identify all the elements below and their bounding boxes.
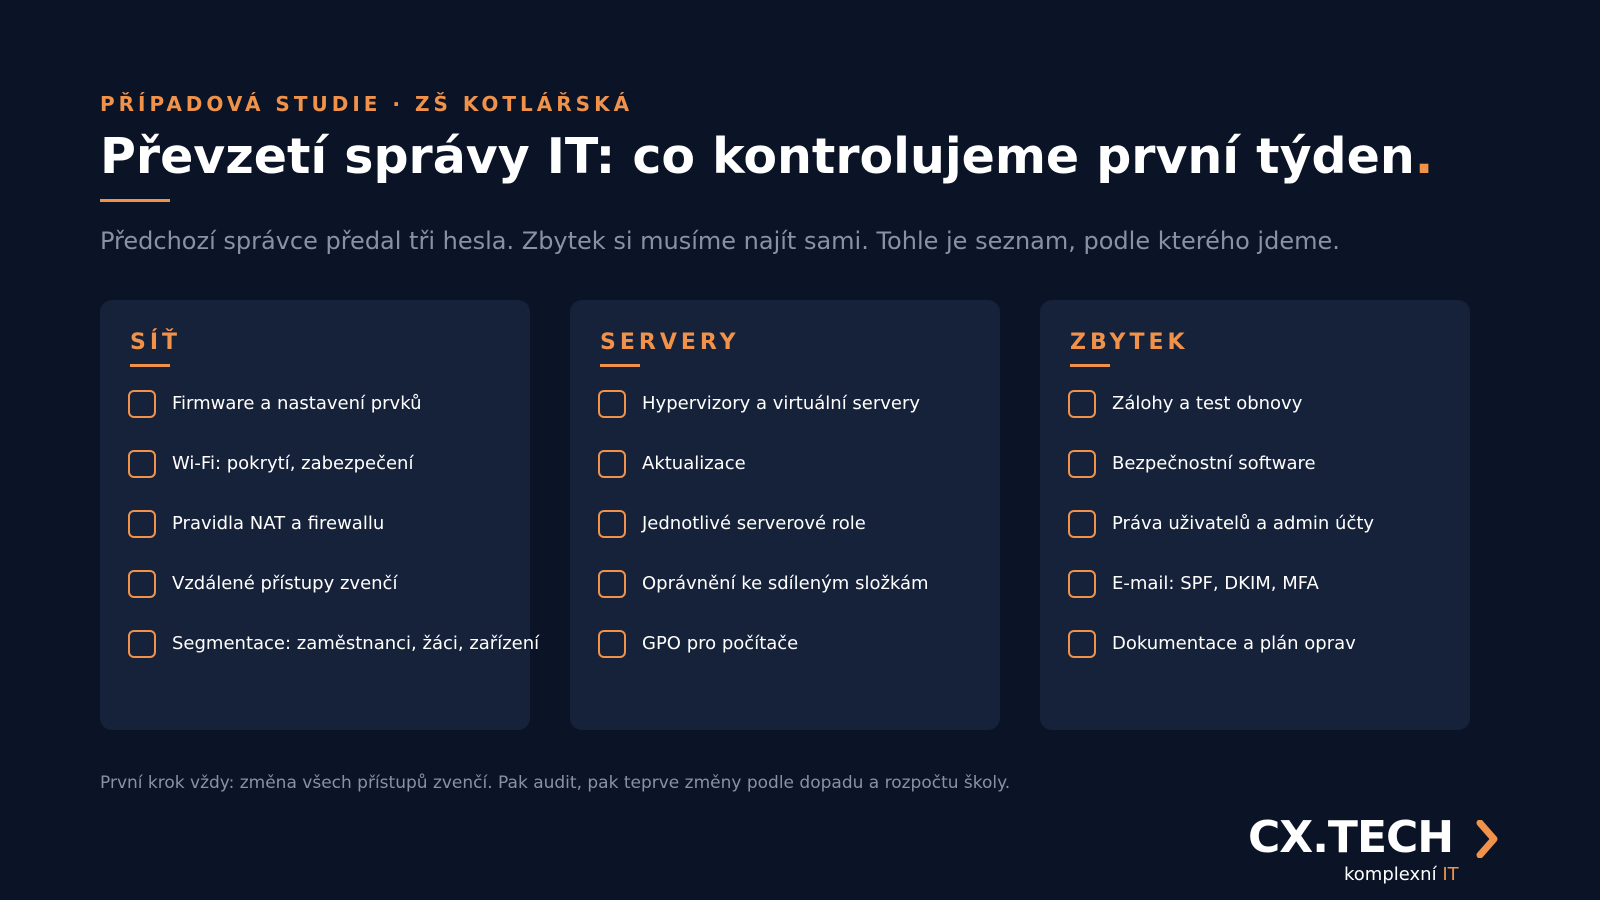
checkbox[interactable]: [1068, 570, 1096, 598]
eyebrow: PŘÍPADOVÁ STUDIE · ZŠ KOTLÁŘSKÁ: [100, 92, 634, 116]
checklist-item-label: Segmentace: zaměstnanci, žáci, zařízení: [172, 633, 540, 654]
checklist-item: [598, 510, 1038, 570]
checklist-item-label: Vzdálené přístupy zvenčí: [172, 573, 398, 594]
checkbox[interactable]: [598, 570, 626, 598]
checkbox[interactable]: [598, 510, 626, 538]
card-title: SÍŤ: [130, 330, 182, 355]
checklist-item-label: Aktualizace: [642, 453, 746, 474]
checkbox[interactable]: [128, 570, 156, 598]
card-title-underline: [130, 364, 170, 367]
checklist-item-label: Pravidla NAT a firewallu: [172, 513, 385, 534]
checklist-item: [128, 630, 568, 690]
checkbox[interactable]: [128, 510, 156, 538]
checkbox[interactable]: [598, 450, 626, 478]
checklist-item: [128, 390, 568, 450]
checklist-item-label: Práva uživatelů a admin účty: [1112, 513, 1375, 534]
title-underline: [100, 199, 170, 202]
checklist-item-label: GPO pro počítače: [642, 633, 799, 654]
card-servers: [570, 300, 1000, 730]
page-title-text: Převzetí správy IT: co kontrolujeme první týden: [100, 128, 1415, 185]
checkbox[interactable]: [1068, 510, 1096, 538]
checklist-item: [598, 450, 1038, 510]
checkbox[interactable]: [1068, 630, 1096, 658]
checklist-item-label: Hypervizory a virtuální servery: [642, 393, 921, 414]
checklist-item: [128, 570, 568, 630]
checklist-item: [598, 570, 1038, 630]
checklist-item: [598, 630, 1038, 690]
checkbox[interactable]: [1068, 390, 1096, 418]
checklist-item: [128, 450, 568, 510]
company-logo: [1248, 812, 1508, 892]
page-title: [100, 128, 1433, 185]
checklist-item: [1068, 630, 1508, 690]
page-title-dot: .: [1414, 128, 1434, 185]
checklist-item-label: Firmware a nastavení prvků: [172, 393, 422, 414]
checklist: [128, 390, 568, 690]
checkbox[interactable]: [128, 450, 156, 478]
checkbox[interactable]: [598, 630, 626, 658]
card-title-underline: [1070, 364, 1110, 367]
checklist: [1068, 390, 1508, 690]
logo-wordmark: CX.TECH: [1248, 812, 1454, 863]
card-title: ZBYTEK: [1070, 330, 1189, 355]
checklist-item: [598, 390, 1038, 450]
logo-tagline-accent: IT: [1442, 864, 1459, 885]
checklist: [598, 390, 1038, 690]
checkbox[interactable]: [1068, 450, 1096, 478]
checklist-item-label: Wi-Fi: pokrytí, zabezpečení: [172, 453, 414, 474]
checklist-item-label: Dokumentace a plán oprav: [1112, 633, 1356, 654]
chevron-right-icon: [1476, 820, 1498, 858]
logo-tagline: [1344, 864, 1459, 885]
card-other: [1040, 300, 1470, 730]
checklist-item: [1068, 390, 1508, 450]
checklist-item: [1068, 570, 1508, 630]
card-title-underline: [600, 364, 640, 367]
checklist-item-label: E-mail: SPF, DKIM, MFA: [1112, 573, 1319, 594]
checkbox[interactable]: [128, 390, 156, 418]
card-title: SERVERY: [600, 330, 740, 355]
checklist-item-label: Zálohy a test obnovy: [1112, 393, 1303, 414]
logo-tagline-text: komplexní: [1344, 864, 1437, 885]
card-network: [100, 300, 540, 730]
checkbox[interactable]: [598, 390, 626, 418]
subtitle: Předchozí správce předal tři hesla. Zbytek si musíme najít sami. Tohle je seznam, podle kterého jdeme.: [100, 227, 1340, 255]
checklist-item: [1068, 510, 1508, 570]
checklist-item: [1068, 450, 1508, 510]
checkbox[interactable]: [128, 630, 156, 658]
checklist-item: [128, 510, 568, 570]
checklist-item-label: Jednotlivé serverové role: [642, 513, 866, 534]
checklist-item-label: Bezpečnostní software: [1112, 453, 1316, 474]
footnote: První krok vždy: změna všech přístupů zvenčí. Pak audit, pak teprve změny podle dopadu a rozpočtu školy.: [100, 773, 1011, 793]
checklist-item-label: Oprávnění ke sdíleným složkám: [642, 573, 929, 594]
